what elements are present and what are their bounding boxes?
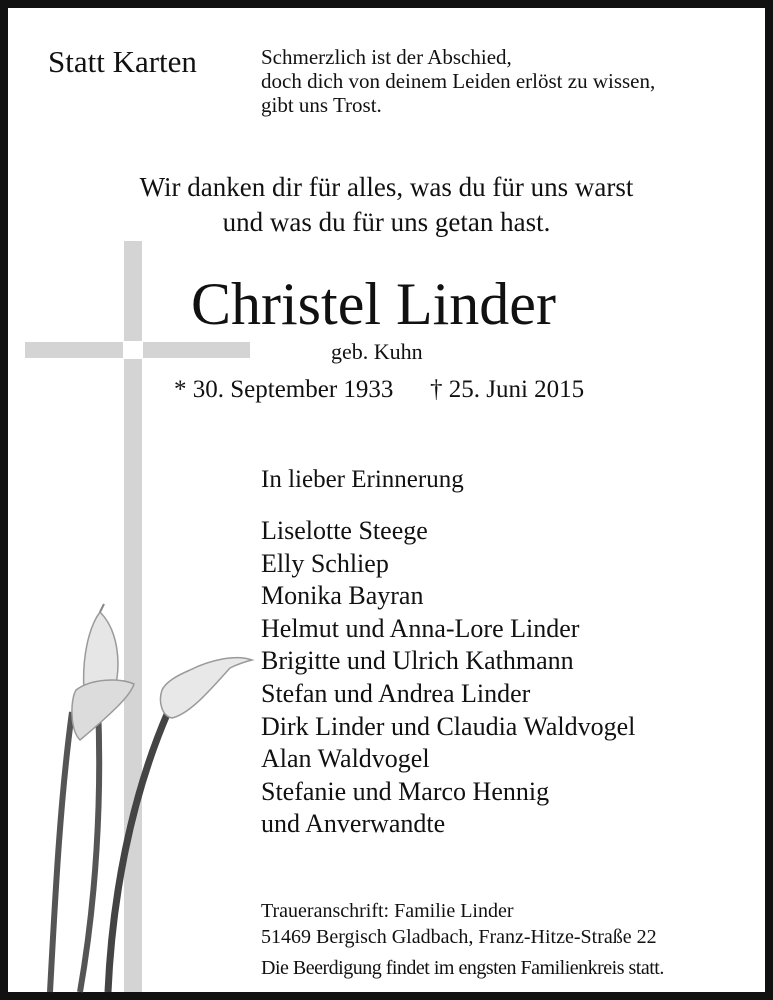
motto-line: Schmerzlich ist der Abschied, <box>261 45 512 69</box>
address-line: 51469 Bergisch Gladbach, Franz-Hitze-Straße 22 <box>261 926 657 948</box>
statt-karten-label: Statt Karten <box>48 44 197 79</box>
motto-line: gibt uns Trost. <box>261 93 382 117</box>
family-member: Alan Waldvogel <box>261 744 430 774</box>
family-member: Helmut und Anna-Lore Linder <box>261 613 580 643</box>
dedication-line: und was du für uns getan hast. <box>222 207 551 237</box>
address-line: Traueranschrift: Familie Linder <box>261 900 514 922</box>
family-member: Elly Schliep <box>261 548 389 578</box>
family-member: und Anverwandte <box>261 809 446 839</box>
family-member: Brigitte und Ulrich Kathmann <box>261 646 574 676</box>
motto-line: doch dich von deinem Leiden erlöst zu wissen, <box>261 69 656 93</box>
calla-lily-illustration <box>50 604 252 992</box>
lily-stem-1 <box>50 712 72 992</box>
birth-date: * 30. September 1933 <box>174 376 394 403</box>
family-member: Stefan und Andrea Linder <box>261 678 531 708</box>
funeral-note: Die Beerdigung findet im engsten Familienkreis statt. <box>261 957 664 979</box>
family-list <box>261 515 635 841</box>
maiden-name: geb. Kuhn <box>331 339 423 364</box>
death-date: † 25. Juni 2015 <box>430 376 585 403</box>
family-member: Stefanie und Marco Hennig <box>261 776 550 806</box>
lily-stem-2 <box>80 705 99 992</box>
family-member: Liselotte Steege <box>261 516 428 545</box>
family-member: Dirk Linder und Claudia Waldvogel <box>261 711 636 741</box>
mourning-address <box>261 898 657 950</box>
dedication-line: Wir danken dir für alles, was du für uns warst <box>139 172 634 202</box>
deceased-name: Christel Linder <box>191 271 556 337</box>
motto-text <box>261 45 655 117</box>
lily-flower-right <box>160 658 252 718</box>
remembrance-heading: In lieber Erinnerung <box>261 466 464 493</box>
dedication <box>0 170 773 240</box>
family-member: Monika Bayran <box>261 581 424 611</box>
